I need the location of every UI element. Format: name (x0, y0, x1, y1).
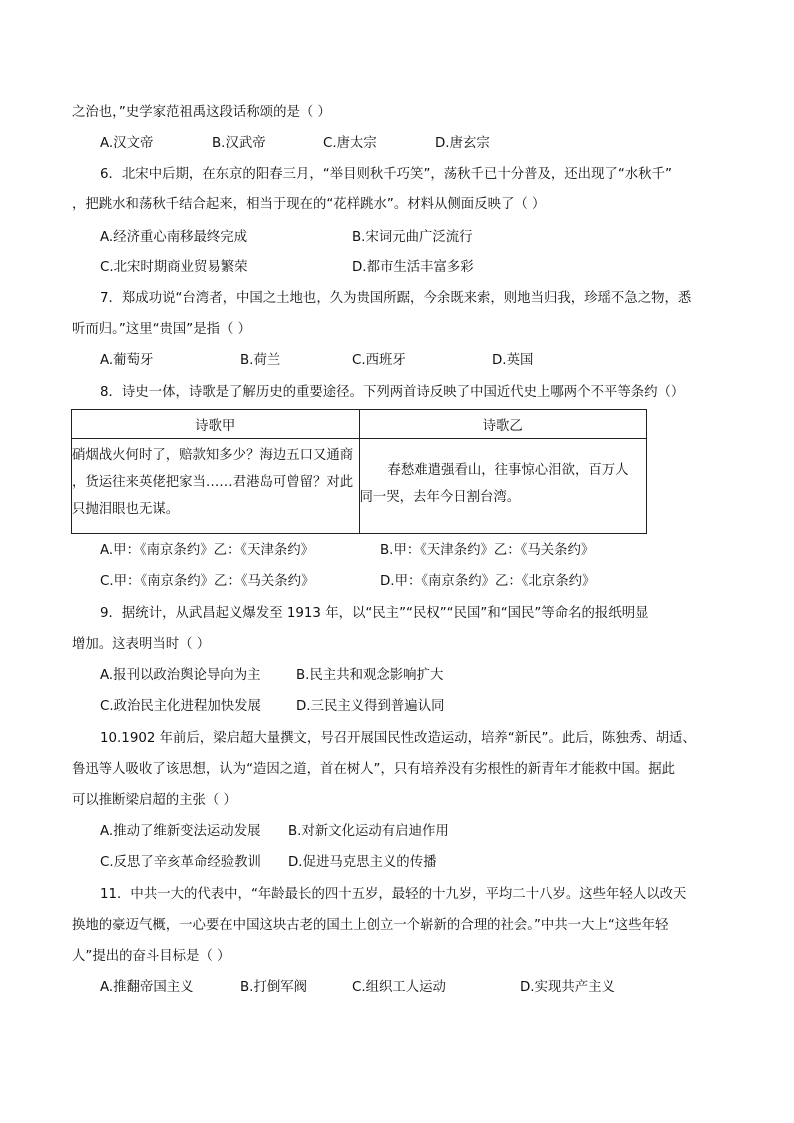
q5-option-a[interactable]: A.汉文帝 (100, 136, 154, 151)
q11-stem-line-1: 11．中共一大的代表中，“年龄最长的四十五岁，最轻的十九岁，平均二十八岁。这些年轻人以改天 (100, 887, 687, 902)
q7-option-d[interactable]: D.英国 (492, 353, 534, 368)
poem-b-header: 诗歌乙 (359, 410, 647, 439)
q8-option-c[interactable]: C.甲：《南京条约》乙：《马关条约》 (100, 574, 315, 589)
q10-stem-line-1: 10.1902 年前后，梁启超大量撰文，号召开展国民性改造运动，培养“新民”。此后，陈独秀、胡适、 (100, 731, 696, 746)
q5-option-b[interactable]: B.汉武帝 (212, 136, 266, 151)
q7-stem-line-1: 7．郑成功说“台湾者，中国之土地也，久为贵国所踞，今余既来索，则地当归我，珍瑶不急之物，悉 (100, 291, 692, 306)
q10-option-a[interactable]: A.推动了维新变法运动发展 (100, 824, 261, 839)
q10-stem-line-3: 可以推断梁启超的主张（ ） (72, 793, 237, 808)
q9-stem-line-1: 9．据统计，从武昌起义爆发至 1913 年，以“民主”“民权”“民国”和“国民”等命名的报纸明显 (100, 606, 649, 621)
q11-stem-line-3: 人”提出的奋斗目标是（ ） (72, 949, 231, 964)
q7-option-c[interactable]: C.西班牙 (352, 353, 406, 368)
q6-option-b[interactable]: B.宋词元曲广泛流行 (352, 230, 473, 245)
q9-option-c[interactable]: C.政治民主化进程加快发展 (100, 699, 261, 714)
poem-a-cell (72, 439, 360, 534)
q6-option-c[interactable]: C.北宋时期商业贸易繁荣 (100, 260, 248, 275)
poem-a-line-1: 硝烟战火何时了，赔款知多少？海边五口又通商 (72, 448, 354, 463)
q10-option-d[interactable]: D.促进马克思主义的传播 (288, 855, 437, 870)
q6-stem-line-1: 6．北宋中后期，在东京的阳春三月，“举目则秋千巧笑”，荡秋千已十分普及，还出现了“水秋千” (100, 167, 672, 182)
q9-option-d[interactable]: D.三民主义得到普遍认同 (296, 699, 445, 714)
q8-stem: 8．诗史一体，诗歌是了解历史的重要途径。下列两首诗反映了中国近代史上哪两个不平等条约（） (100, 385, 685, 400)
q11-option-d[interactable]: D.实现共产主义 (520, 980, 615, 995)
q6-option-a[interactable]: A.经济重心南移最终完成 (100, 230, 248, 245)
q5-option-d[interactable]: D.唐玄宗 (435, 136, 490, 151)
q8-option-d[interactable]: D.甲：《南京条约》乙：《北京条约》 (380, 574, 596, 589)
poem-b-cell (359, 439, 647, 534)
q7-option-b[interactable]: B.荷兰 (240, 353, 281, 368)
poem-table (71, 409, 647, 534)
q9-stem-line-2: 增加。这表明当时（ ） (72, 637, 211, 652)
q11-option-b[interactable]: B.打倒军阀 (240, 980, 308, 995)
q10-stem-line-2: 鲁迅等人吸收了该思想，认为“造因之道，首在树人”，只有培养没有劣根性的新青年才能救中国。据此 (72, 762, 676, 777)
q8-option-a[interactable]: A.甲：《南京条约》乙：《天津条约》 (100, 543, 315, 558)
q10-option-b[interactable]: B.对新文化运动有启迪作用 (288, 824, 449, 839)
poem-a-header: 诗歌甲 (72, 410, 360, 439)
poem-b-line-2: 同一哭，去年今日割台湾。 (359, 490, 521, 505)
q6-option-d[interactable]: D.都市生活丰富多彩 (352, 260, 474, 275)
poem-b-line-1: 春愁难遣强看山，往事惊心泪欲，百万人 (387, 463, 629, 478)
q10-option-c[interactable]: C.反思了辛亥革命经验教训 (100, 855, 261, 870)
q11-option-a[interactable]: A.推翻帝国主义 (100, 980, 194, 995)
q7-option-a[interactable]: A.葡萄牙 (100, 353, 154, 368)
q9-option-b[interactable]: B.民主共和观念影响扩大 (296, 668, 444, 683)
q11-option-c[interactable]: C.组织工人运动 (352, 980, 446, 995)
q8-option-b[interactable]: B.甲：《天津条约》乙：《马关条约》 (380, 543, 595, 558)
q9-option-a[interactable]: A.报刊以政治舆论导向为主 (100, 668, 261, 683)
poem-a-line-2: ，货运往来英佬把家当……君港岛可曾留？对此 (72, 475, 354, 490)
q6-stem-line-2: ，把跳水和荡秋千结合起来，相当于现在的“花样跳水”。材料从侧面反映了（ ） (72, 197, 546, 212)
q7-stem-line-2: 听而归。”这里“贵国”是指（ ） (72, 322, 252, 337)
q5-stem: 之治也，”史学家范祖禹这段话称颂的是（ ） (72, 105, 331, 120)
q11-stem-line-2: 换地的豪迈气概，一心要在中国这块古老的国土上创立一个崭新的合理的社会。”中共一大上“这些年轻 (72, 918, 669, 933)
poem-a-line-3: 只抛泪眼也无谋。 (72, 502, 180, 517)
q5-option-c[interactable]: C.唐太宗 (323, 136, 377, 151)
